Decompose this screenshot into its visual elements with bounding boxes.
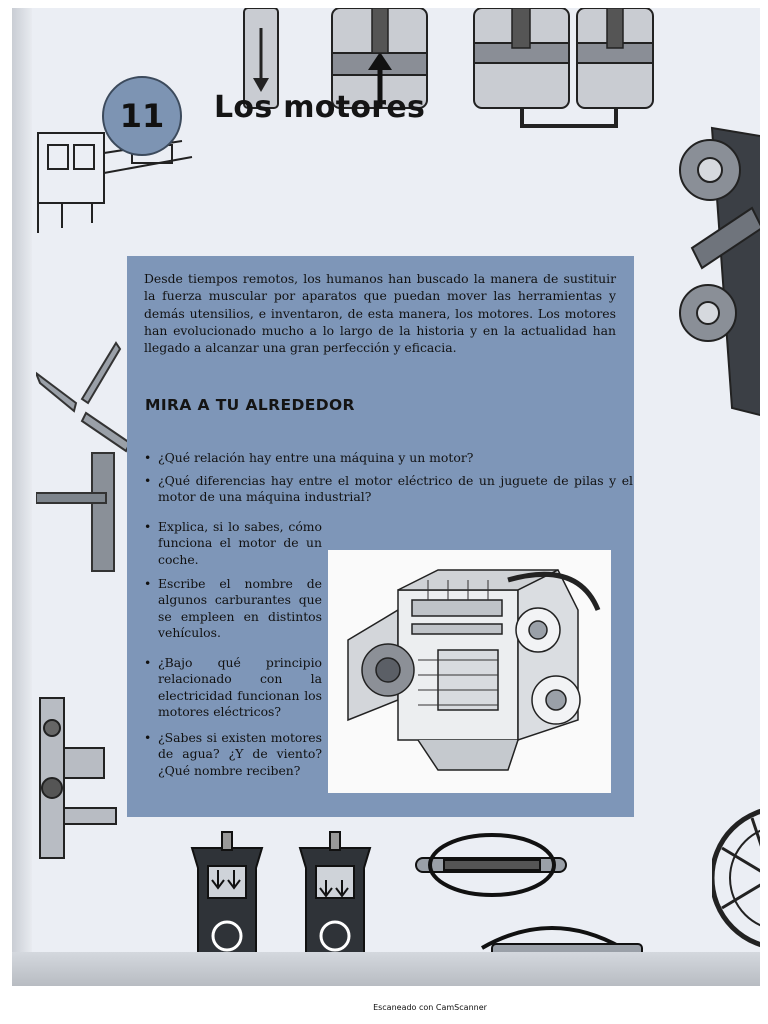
gearbox-illustration <box>34 688 124 888</box>
scanned-page <box>12 8 760 986</box>
intro-paragraph: Desde tiempos remotos, los humanos han buscado la manera de sustituir la fuerza muscular por aparatos que puedan mover las herramientas y demás utensilios, e inventaron, de esta manera, los motores. Los motores han evolucionado mucho a lo largo de la historia y en la actualidad han llegado a alcanzar una gran perfección y eficacia. <box>144 271 616 356</box>
chapter-number-badge <box>102 76 182 156</box>
question-item: • ¿Bajo qué principio relacionado con la electricidad funcionan los motores eléctricos? <box>144 655 322 720</box>
question-item: • ¿Sabes si existen motores de agua? ¿Y de viento? ¿Qué nombre reciben? <box>144 730 322 779</box>
scanner-watermark: Escaneado con CamScanner <box>373 1003 487 1012</box>
flywheel-illustration <box>712 768 760 968</box>
question-item: • Escribe el nombre de algunos carburantes que se empleen en distintos vehículos. <box>144 576 322 641</box>
section-heading: MIRA A TU ALREDEDOR <box>145 396 355 414</box>
scan-bottom-edge <box>12 952 760 986</box>
chapter-number: 11 <box>119 97 165 135</box>
question-item: • Explica, si lo sabes, cómo funciona el motor de un coche. <box>144 519 322 568</box>
page-title: Los motores <box>214 90 426 125</box>
windmill-illustration <box>36 333 136 573</box>
engine-cycle-illustration <box>182 828 652 968</box>
pulley-belt-illustration <box>672 118 760 438</box>
car-engine-illustration <box>328 550 611 793</box>
question-item: • ¿Qué relación hay entre una máquina y un motor? <box>144 450 633 466</box>
content-panel <box>127 256 634 817</box>
engine-drawing <box>328 550 611 793</box>
page-gutter <box>12 8 32 986</box>
question-item: • ¿Qué diferencias hay entre el motor eléctrico de un juguete de pilas y el motor de una máquina industrial? <box>144 473 633 506</box>
